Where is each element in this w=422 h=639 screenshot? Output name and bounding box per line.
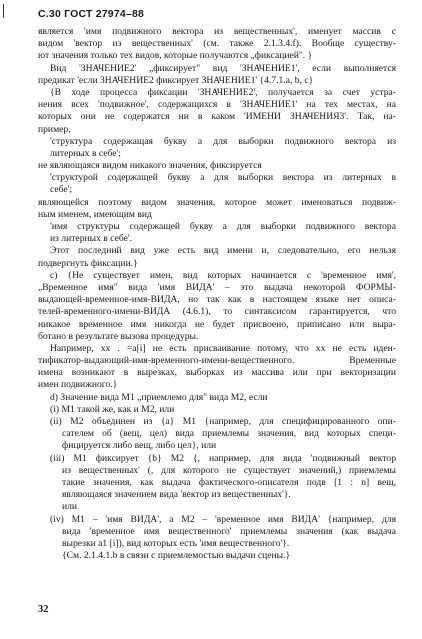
text-line: Например, xx . =a[i] не есть присваивание потому, что xx не есть иден-	[50, 342, 396, 354]
text-line: 'структурой содержащей букву а для выборки вектора из литерных в	[50, 172, 396, 184]
text-line: предикат 'если ЗНАЧЕНИЕ2 фиксирует ЗНАЧЕНИЕ1' {4.7.1.a, b, c}	[38, 74, 314, 86]
text-line: ют значения только тех видов, которые получаются „фиксацией". }	[38, 50, 313, 62]
text-line: ным именем, имеющим вид	[38, 208, 152, 220]
text-line: {В ходе процесса фиксации 'ЗНАЧЕНИЕ2', получается за счет устра-	[50, 86, 396, 98]
text-line: пример,	[38, 123, 71, 135]
text-line: себе';	[50, 184, 73, 196]
text-line: выдающей-временное-имя-ВИДА, но так как в настоящем языке нет описа-	[38, 294, 396, 306]
text-line: никакое временное имя никогда не будет присвоено, приписано или выра-	[38, 318, 396, 330]
text-line: является 'имя подвижного вектора из вещественных', именует массив с	[38, 26, 396, 37]
text-line: из литерных в себе'.	[50, 233, 132, 245]
text-line: нения всех 'подвижное', содержащихся в 'ЗНАЧЕНИЕ1' на тех местах, на	[38, 99, 396, 111]
text-line: Этот последний вид уже есть вид имени и, следовательно, его нельзя	[50, 245, 396, 257]
text-line: являющейся поэтому видом значения, которое может именоваться подвиж-	[38, 196, 396, 208]
text-line: (i) M1 такой же, как и M2, или	[50, 403, 175, 415]
text-line: 'имя структуры содержащей букву а для выборки подвижного вектора	[50, 221, 396, 232]
text-line: фицируется либо вещ, либо цел}, или	[62, 440, 217, 452]
text-line: из вещественных' (, для которого не существует значений,) приемлемы	[62, 464, 396, 476]
text-line: „Временное имя" вида 'имя ВИДА' – это выдача некоторой ФОРМЫ-	[38, 281, 396, 293]
text-line: подвергнуть фиксации.}	[38, 257, 138, 269]
text-line: (iii) M1 фиксирует {b} M2 {, например, для вида 'подвижный вектор	[50, 452, 396, 464]
page-header: С.30 ГОСТ 27974–88	[38, 8, 145, 20]
text-line: c) {Не существует имен, вид которых начинается с 'временное имя',	[50, 269, 396, 281]
text-line: тификатор-выдающий-имя-временного-имени-вещественного. Временные	[38, 355, 396, 367]
text-line: сателем об (вещ, цел) вида приемлемы значения, вид которых специ-	[62, 428, 396, 440]
text-line: ботано в результате вызова процедуры.	[38, 330, 199, 342]
text-line: (iv) M1 – 'имя ВИДА', а M2 – 'временное имя ВИДА' {например, для	[50, 513, 396, 525]
text-line: или	[62, 501, 78, 513]
text-line: не являющаяся видом никакого значения, фиксируется	[38, 160, 262, 172]
text-line: Вид 'ЗНАЧЕНИЕ2' „фиксирует" вид 'ЗНАЧЕНИЕ1', если выполняется	[50, 62, 396, 74]
text-line: литерных в себе';	[50, 147, 121, 159]
text-line: (ii) M2 объединен из {a} M1 {например, для специфицированного опи-	[50, 416, 396, 427]
text-line: являющаяся значением вида 'вектор из вещественных'}.	[62, 489, 291, 501]
text-line: d) Значение вида M1 „приемлемо для" вида M2, если	[50, 391, 268, 403]
text-line: {См. 2.1.4.1.b в связи с приемлемостью выдачи сцены.}	[62, 550, 291, 562]
text-line: телей-временного-имени-ВИДА (4.6.1), то синтаксисом гарантируется, что	[38, 306, 396, 318]
margin-mark	[3, 4, 7, 18]
text-line: имена возникают в вырезках, выборках из массива или при векторизации	[38, 367, 396, 379]
text-line: 'структура содержащая букву а для выборки подвижного вектора из	[50, 135, 396, 147]
text-line: которых они не содержатся ни в каком 'ИМЕНИ ЗНАЧЕНИЯ3'. Так, на-	[38, 111, 396, 123]
text-line: такие значения, как выдача фактического-описателя подв [1 : n] вещ,	[62, 476, 396, 488]
text-line: вида 'временное имя вещественного' приемлемы значения (как выдача	[62, 525, 396, 537]
text-line: имен подвижного.}	[38, 379, 118, 391]
page-body	[38, 26, 396, 562]
text-line: видом 'вектор из вещественных' (см. также 2.1.3.4.f). Вообще существу-	[38, 38, 396, 50]
text-line: вырезки a1 [i]), вид которых есть 'имя вещественного'}.	[62, 537, 290, 549]
page-number: 32	[38, 604, 49, 615]
